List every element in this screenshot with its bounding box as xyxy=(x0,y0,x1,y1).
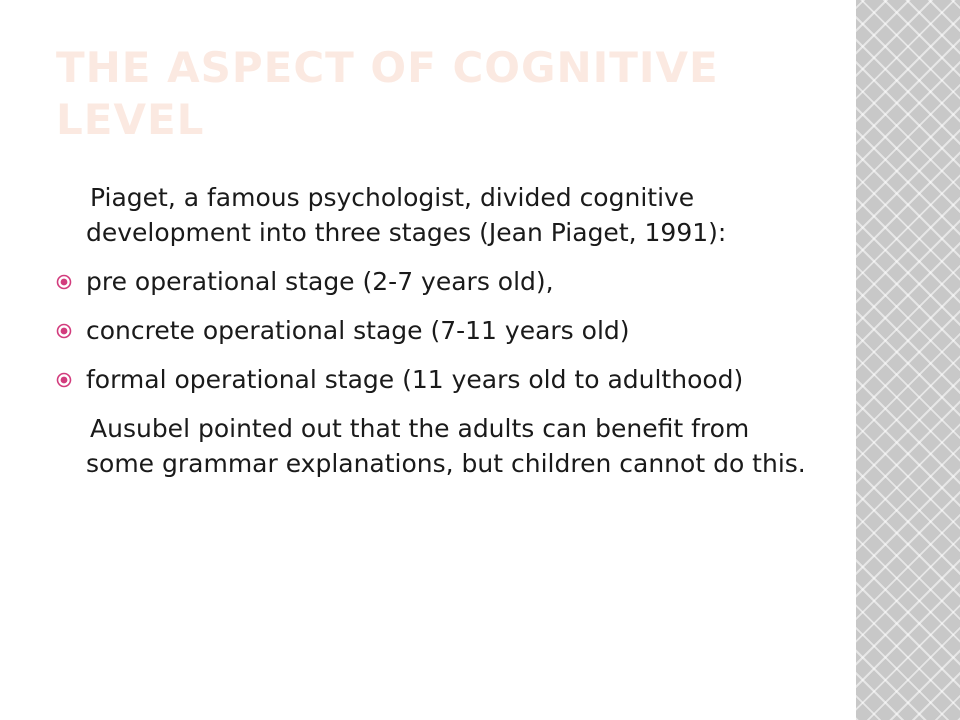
slide-body xyxy=(56,180,816,495)
slide-title: THE ASPECT OF COGNITIVE LEVEL xyxy=(56,43,719,144)
list-item xyxy=(56,264,816,299)
target-bullet-icon xyxy=(56,372,72,388)
intro-paragraph: Piaget, a famous psychologist, divided cognitive development into three stages (Jean Piaget, 1991): xyxy=(86,183,727,247)
stage-list xyxy=(56,264,816,397)
list-item-text: pre operational stage (2-7 years old), xyxy=(86,267,554,296)
target-bullet-icon xyxy=(56,323,72,339)
list-item xyxy=(56,362,816,397)
decorative-side-panel xyxy=(856,0,960,720)
list-item-text: formal operational stage (11 years old to adulthood) xyxy=(86,365,744,394)
target-bullet-icon xyxy=(56,274,72,290)
list-item-text: concrete operational stage (7-11 years old) xyxy=(86,316,630,345)
list-item xyxy=(56,313,816,348)
closing-paragraph: Ausubel pointed out that the adults can benefit from some grammar explanations, but children cannot do this. xyxy=(86,414,806,478)
